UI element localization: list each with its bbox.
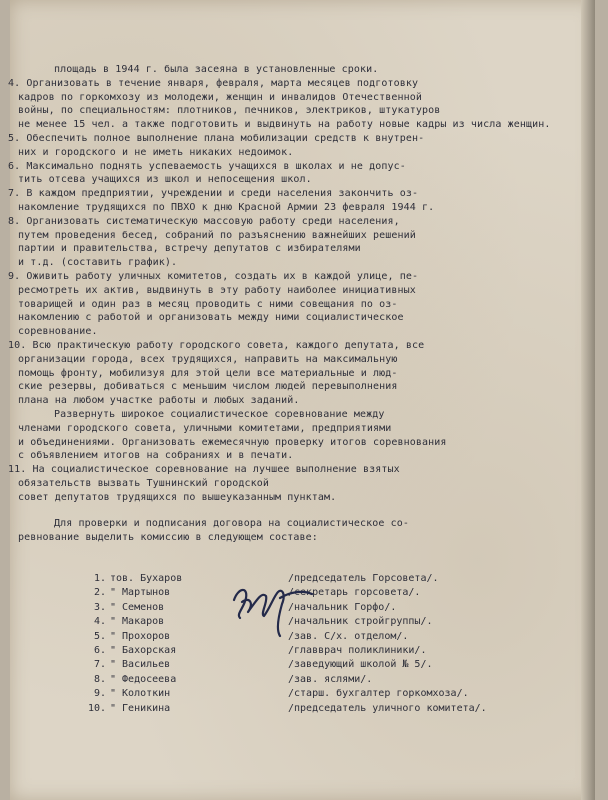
- commission-row: [88, 658, 588, 672]
- text-line: не менее 15 чел. а также подготовить и выдвинуть на работу новые кадры из числа женщин.: [18, 119, 551, 131]
- member-name: " Колоткин: [110, 688, 171, 700]
- row-number: 3.: [93, 601, 106, 613]
- commission-row: [88, 644, 588, 658]
- text-line: членами городского совета, уличными комитетами, предприятиями: [18, 422, 392, 434]
- row-number: 10.: [88, 702, 107, 714]
- text-line: и т.д. (составить график).: [18, 257, 178, 269]
- row-number: 2.: [93, 587, 106, 599]
- member-name: " Васильев: [110, 659, 171, 671]
- commission-row: [88, 586, 588, 600]
- text-line: накомлению с работой и организовать между ними социалистическое: [18, 312, 404, 324]
- member-position: /старш. бухгалтер горкомхоза/.: [288, 688, 469, 700]
- text-line: 9. Оживить работу уличных комитетов, создать их в каждой улице, пе-: [8, 270, 419, 282]
- text-line: накомление трудящихся по ПВХО к дню Красной Армии 23 февраля 1944 г.: [18, 201, 435, 213]
- member-name: тов. Бухаров: [110, 573, 183, 584]
- member-position: /заведующий школой № 5/.: [288, 659, 433, 671]
- row-number: 1.: [93, 573, 106, 584]
- commission-row: [88, 630, 588, 644]
- commission-row: [88, 673, 588, 687]
- member-position: /начальник Горфо/.: [288, 601, 397, 613]
- row-number: 7.: [93, 659, 106, 671]
- text-line: партии и правительства, встречу депутатов с избирателями: [18, 243, 361, 255]
- member-position: /председатель уличного комитета/.: [288, 702, 487, 714]
- member-position: /секретарь горсовета/.: [288, 587, 421, 599]
- member-name: " Семенов: [110, 601, 165, 613]
- text-line: 6. Максимально поднять успеваемость учащихся в школах и не допус-: [8, 160, 406, 172]
- row-number: 4.: [93, 616, 106, 628]
- member-name: " Мартынов: [110, 587, 171, 599]
- member-position: /зав. яслями/.: [288, 673, 373, 685]
- commission-row: [88, 572, 588, 586]
- member-position: /главврач поликлиники/.: [288, 644, 427, 656]
- member-position: /зав. С/х. отделом/.: [288, 630, 409, 642]
- text-line: ские резервы, добиваться с меньшим числом людей перевыполнения: [18, 381, 398, 393]
- text-line: Развернуть широкое социалистическое соревнование между: [54, 408, 385, 420]
- text-line: них и городского и не иметь никаких недоимок.: [18, 146, 294, 158]
- text-line: площадь в 1944 г. была засеяна в установленные сроки.: [54, 64, 379, 75]
- member-name: " Федосеева: [110, 673, 177, 685]
- text-line: обязательств вызвать Тушнинский городской: [18, 477, 269, 489]
- row-number: 6.: [93, 644, 106, 656]
- text-line: организации города, всех трудящихся, направить на максимальную: [18, 353, 398, 365]
- text-line: совет депутатов трудящихся по вышеуказанным пунктам.: [18, 491, 337, 503]
- text-line: 8. Организовать систематическую массовую работу среди населения,: [8, 215, 400, 227]
- text-line: с объявлением итогов на собраниях и в печати.: [18, 450, 294, 462]
- member-name: " Макаров: [110, 616, 165, 628]
- text-line: 7. В каждом предприятии, учреждении и среди населения закончить оз-: [8, 188, 419, 200]
- text-line: 11. На социалистическое соревнование на лучшее выполнение взятых: [8, 464, 400, 476]
- document-body: [8, 63, 600, 544]
- commission-row: [88, 601, 588, 615]
- text-line: ревнование выделить комиссию в следующем составе:: [18, 531, 318, 543]
- text-line: соревнование.: [18, 326, 98, 338]
- handwritten-signature: [228, 578, 318, 638]
- text-line: 10. Всю практическую работу городского совета, каждого депутата, все: [8, 339, 425, 351]
- text-line: ресмотреть их актив, выдвинуть в эту работу наиболее инициативных: [18, 284, 416, 296]
- commission-row: [88, 702, 588, 716]
- text-line: путем проведения бесед, собраний по разъяснению важнейших решений: [18, 229, 416, 241]
- row-number: 8.: [93, 673, 106, 685]
- member-position: /председатель Горсовета/.: [288, 573, 439, 584]
- text-line: Для проверки и подписания договора на социалистическое со-: [54, 517, 409, 529]
- commission-list: [88, 572, 588, 716]
- member-name: " Прохоров: [110, 630, 171, 642]
- text-line: тить отсева учащихся из школ и непосещения школ.: [18, 174, 312, 186]
- text-line: и объединениями. Организовать ежемесячную проверку итогов соревнования: [18, 436, 447, 448]
- row-number: 9.: [93, 688, 106, 700]
- text-line: войны, по специальностям: плотников, печников, электриков, штукатуров: [18, 105, 441, 117]
- text-line: 4. Организовать в течение января, февраля, марта месяцев подготовку: [8, 77, 419, 89]
- commission-row: [88, 615, 588, 629]
- row-number: 5.: [93, 630, 106, 642]
- commission-row: [88, 687, 588, 701]
- member-name: " Бахорская: [110, 644, 177, 656]
- text-line: кадров по горкомхозу из молодежи, женщин и инвалидов Отечественной: [18, 91, 422, 103]
- text-line: помощь фронту, мобилизуя для этой цели все материальные и люд-: [18, 367, 398, 379]
- member-name: " Геникина: [110, 702, 171, 714]
- text-line: плана на любом участке работы и любых заданий.: [18, 395, 300, 407]
- member-position: /начальник стройгруппы/.: [288, 616, 433, 628]
- text-line: 5. Обеспечить полное выполнение плана мобилизации средств к внутрен-: [8, 132, 425, 144]
- text-line: товарищей и один раз в месяц проводить с ними совещания по оз-: [18, 298, 398, 310]
